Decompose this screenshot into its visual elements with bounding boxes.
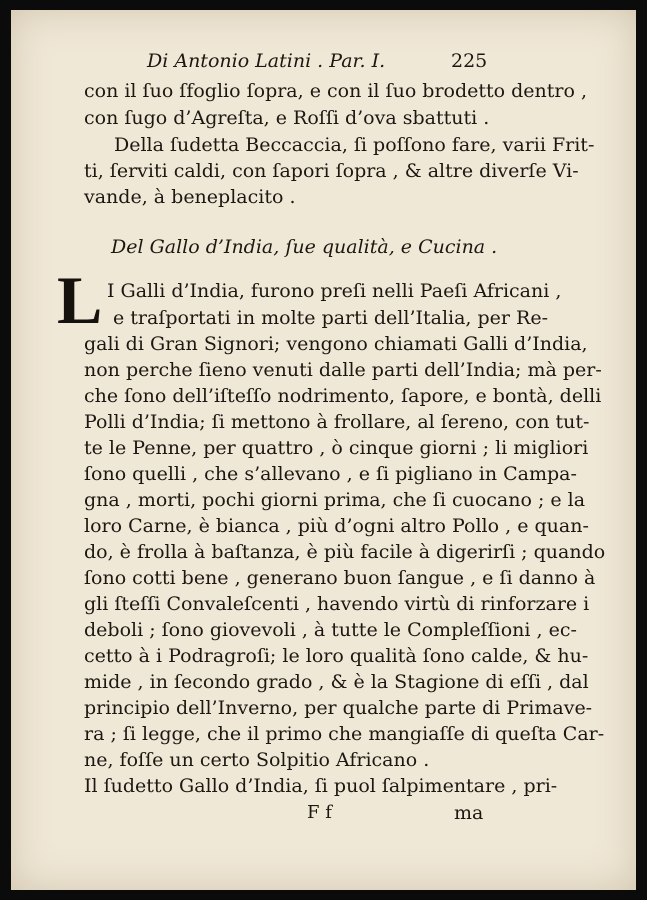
book-page	[11, 10, 636, 890]
paragraph3-line: loro Carne, è bianca , più d’ogni altro Pollo , e quan-	[84, 515, 589, 537]
paragraph2-line: vande, à beneplacito .	[84, 186, 296, 208]
drop-cap: L	[57, 262, 103, 338]
paragraph3-line: e traſportati in molte parti dell’Italia, per Re-	[113, 307, 549, 329]
signature-mark: F f	[307, 802, 332, 823]
paragraph3-line: deboli ; ſono giovevoli , à tutte le Compleſſioni , ec-	[84, 619, 577, 641]
catchword: ma	[454, 802, 484, 824]
paragraph3-line: gli ſteſſi Convaleſcenti , havendo virtù di rinforzare i	[84, 593, 590, 615]
paragraph3-line: mide , in ſecondo grado , & è la Stagione di eſſi , dal	[84, 671, 589, 693]
paragraph2-line: ti, ſerviti caldi, con ſapori ſopra , & altre diverſe Vi-	[84, 160, 579, 182]
paragraph1-line: con il ſuo ſfoglio ſopra, e con il ſuo brodetto dentro ,	[84, 80, 588, 102]
paragraph3-line: ſono cotti bene , generano buon ſangue , e ſi danno à	[84, 567, 596, 589]
paragraph4-line: Il ſudetto Gallo d’India, ſi puol ſalpimentare , pri-	[84, 775, 558, 797]
paragraph3-line: cetto à i Podragroſi; le loro qualità ſono calde, & hu-	[84, 645, 589, 667]
paragraph3-line: principio dell’Inverno, per qualche parte di Primave-	[84, 697, 593, 719]
paragraph3-line: gali di Gran Signori; vengono chiamati Galli d’India,	[84, 333, 588, 355]
paragraph3-line: non perche ſieno venuti dalle parti dell’India; mà per-	[84, 359, 602, 381]
running-head-title: Di Antonio Latini . Par. I.	[147, 50, 386, 72]
paragraph3-line: Polli d’India; ſi mettono à frollare, al ſereno, con tut-	[84, 411, 590, 433]
paragraph3-line: gna , morti, pochi giorni prima, che ſi cuocano ; e la	[84, 489, 586, 511]
paragraph3-line: ra ; ſi legge, che il primo che mangiaſſe di queſta Car-	[84, 723, 605, 745]
paragraph3-line: che ſono dell’iſteſſo nodrimento, ſapore, e bontà, delli	[84, 385, 602, 407]
paragraph3-line: do, è frolla à baſtanza, è più facile à digerirſi ; quando	[84, 541, 606, 563]
paragraph3-line: ſono quelli , che s’allevano , e ſi pigliano in Campa-	[84, 463, 577, 485]
paragraph1-line: con ſugo d’Agreſta, e Roſſi d’ova sbattuti .	[84, 107, 490, 129]
section-heading: Del Gallo d’India, ſue qualità, e Cucina .	[111, 236, 498, 258]
page-number: 225	[451, 50, 488, 72]
paragraph3-line: te le Penne, per quattro , ò cinque giorni ; li migliori	[84, 437, 589, 459]
paragraph2-line: Della ſudetta Beccaccia, ſi poſſono fare, varii Frit-	[114, 134, 595, 156]
paragraph3-line: ne, foſſe un certo Solpitio Africano .	[84, 749, 430, 771]
paragraph3-line: I Galli d’India, furono preſi nelli Paeſi Africani ,	[107, 280, 562, 302]
